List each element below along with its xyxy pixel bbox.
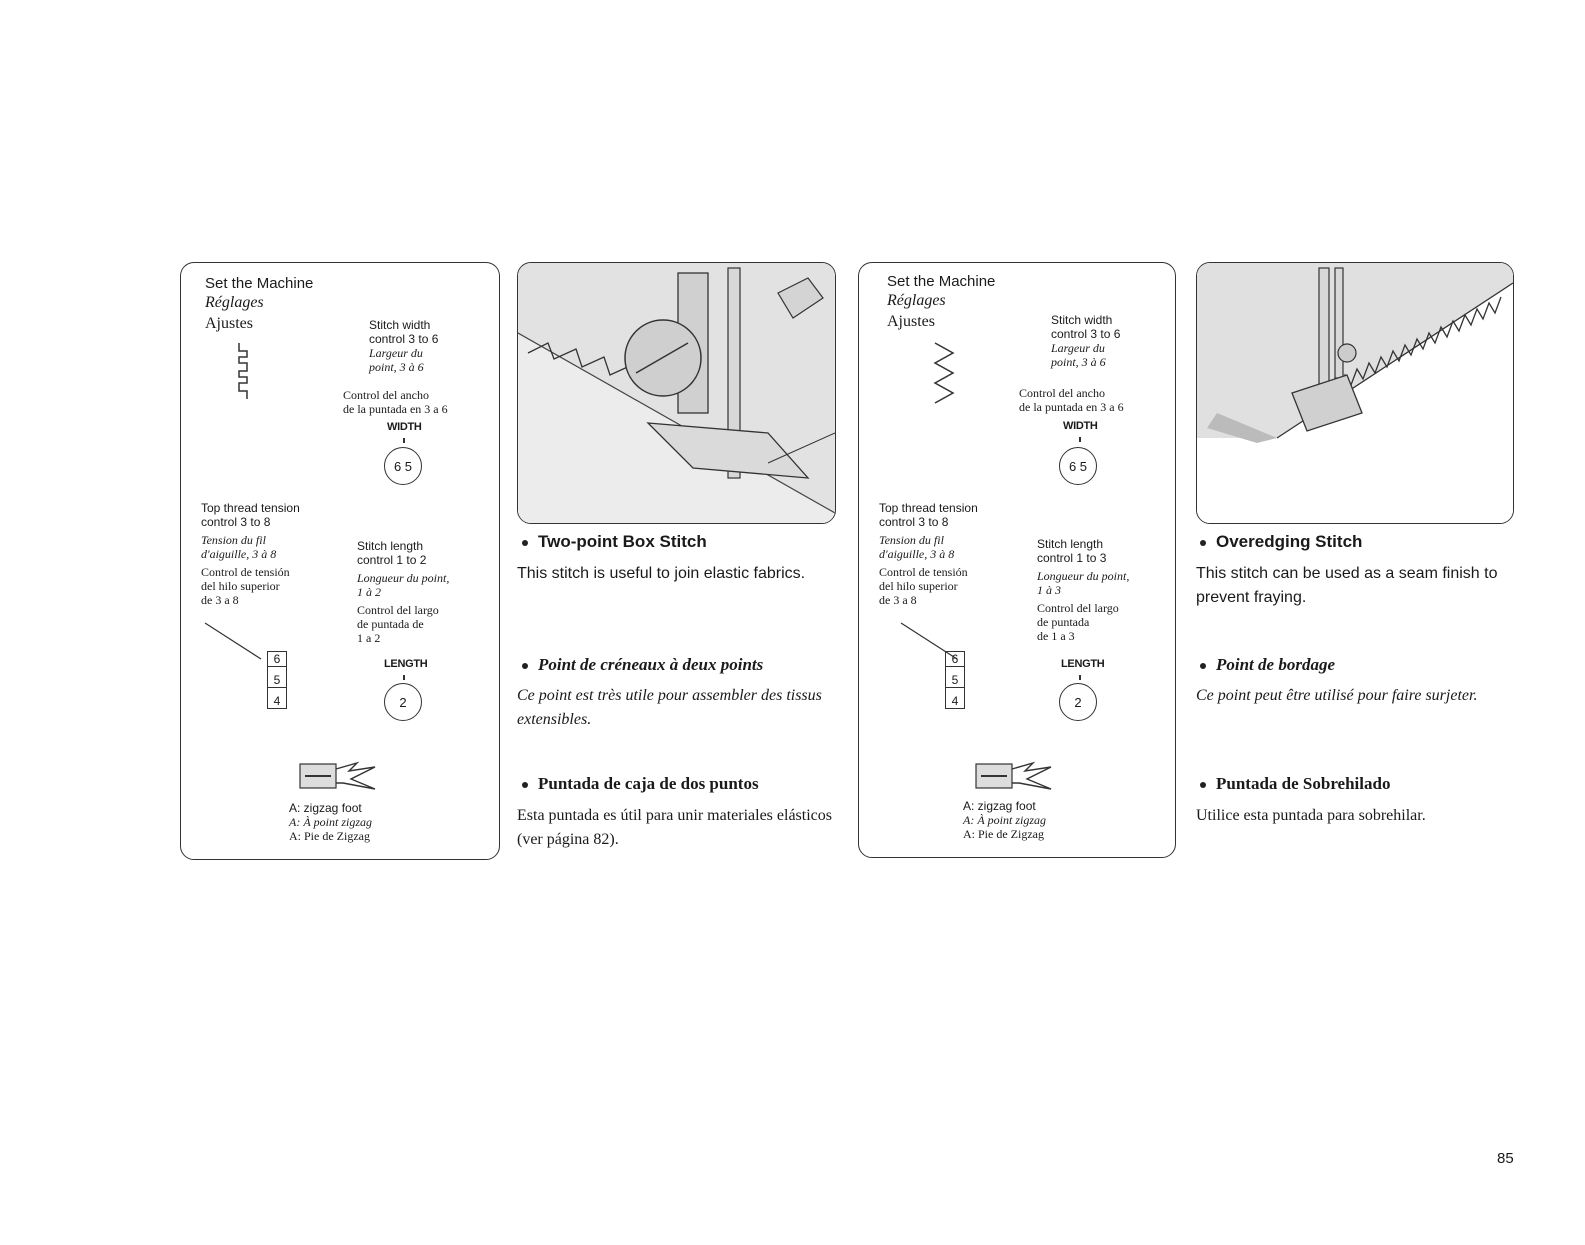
foot-en: A: zigzag foot <box>289 801 362 815</box>
length-en-1: Stitch length <box>1037 537 1104 551</box>
tension-value-5: 5 <box>268 673 286 688</box>
foot-en: A: zigzag foot <box>963 799 1036 813</box>
sewing-foot-illustration <box>518 263 835 523</box>
overedging-body-es: Utilice esta puntada para sobrehilar. <box>1196 807 1426 824</box>
settings-panel-box-stitch <box>180 262 500 860</box>
foot-fr: A: À point zigzag <box>963 813 1046 827</box>
box-stitch-illustration <box>517 262 836 524</box>
bullet-icon <box>1200 540 1206 546</box>
bullet-icon <box>1200 782 1206 788</box>
width-fr-1: Largeur du <box>1051 341 1105 355</box>
length-dial: 2 <box>384 683 422 721</box>
length-es-2: de puntada de <box>357 617 424 631</box>
tension-es-3: de 3 a 8 <box>879 593 917 607</box>
length-dial: 2 <box>1059 683 1097 721</box>
overedging-body-fr: Ce point peut être utilisé pour faire surjeter. <box>1196 687 1478 704</box>
length-fr-1: Longueur du point, <box>357 571 450 585</box>
tension-es-1: Control de tensión <box>201 565 290 579</box>
tension-value-4: 4 <box>273 694 281 708</box>
foot-es: A: Pie de Zigzag <box>289 829 370 843</box>
box-stitch-body-es: Esta puntada es útil para unir materiales elásticos (ver página 82). <box>517 807 832 848</box>
tension-fr-1: Tension du fil <box>879 533 944 547</box>
tension-en-1: Top thread tension <box>879 501 978 515</box>
tension-es-2: del hilo superior <box>879 579 958 593</box>
length-caption: LENGTH <box>1061 658 1105 670</box>
zigzag-foot-icon <box>975 761 1053 791</box>
sewing-foot-overedge-illustration <box>1197 263 1513 523</box>
tension-en-2: control 3 to 8 <box>201 515 271 529</box>
box-stitch-body-fr: Ce point est très utile pour assembler des tissus extensibles. <box>517 687 822 728</box>
tension-value-6: 6 <box>268 652 286 667</box>
bullet-icon <box>522 782 528 788</box>
box-stitch-heading-fr: Point de créneaux à deux points <box>522 655 763 675</box>
tension-fr-1: Tension du fil <box>201 533 266 547</box>
width-en-1: Stitch width <box>369 318 431 332</box>
tension-fr-2: d'aiguille, 3 à 8 <box>879 547 955 561</box>
overedging-heading-es: Puntada de Sobrehilado <box>1200 774 1390 794</box>
width-indicator-tick <box>1079 437 1081 442</box>
length-fr-2: 1 à 2 <box>357 585 381 599</box>
bullet-icon <box>522 663 528 669</box>
width-indicator-tick <box>403 438 405 443</box>
set-machine-fr: Réglages <box>205 294 264 311</box>
bullet-icon <box>522 540 528 546</box>
tension-value-5: 5 <box>946 673 964 688</box>
overedging-illustration <box>1196 262 1514 524</box>
tension-en-1: Top thread tension <box>201 501 300 515</box>
tension-es-2: del hilo superior <box>201 579 280 593</box>
length-caption: LENGTH <box>384 658 428 670</box>
set-machine-en: Set the Machine <box>205 275 314 292</box>
set-machine-es: Ajustes <box>205 315 253 332</box>
page-number: 85 <box>1497 1150 1514 1167</box>
box-stitch-heading-es: Puntada de caja de dos puntos <box>522 774 759 794</box>
tension-en-2: control 3 to 8 <box>879 515 949 529</box>
length-fr-1: Longueur du point, <box>1037 569 1130 583</box>
length-es-1: Control del largo <box>357 603 439 617</box>
tension-dial-strip <box>945 651 965 709</box>
overedging-body-en: This stitch can be used as a seam finish to prevent fraying. <box>1196 565 1498 606</box>
length-es-3: de 1 a 3 <box>1037 629 1075 643</box>
width-en-1: Stitch width <box>1051 313 1113 327</box>
length-es-3: 1 a 2 <box>357 631 381 645</box>
box-stitch-heading-en: Two-point Box Stitch <box>522 532 707 552</box>
settings-panel-overedging <box>858 262 1176 858</box>
length-es-1: Control del largo <box>1037 601 1119 615</box>
tension-dial-strip <box>267 651 287 709</box>
width-en-2: control 3 to 6 <box>369 332 439 346</box>
width-en-2: control 3 to 6 <box>1051 327 1121 341</box>
length-fr-2: 1 à 3 <box>1037 583 1061 597</box>
length-indicator-tick <box>1079 675 1081 680</box>
width-caption: WIDTH <box>1063 420 1098 432</box>
foot-fr: A: À point zigzag <box>289 815 372 829</box>
tension-es-1: Control de tensión <box>879 565 968 579</box>
width-es-1: Control del ancho <box>343 388 429 402</box>
foot-es: A: Pie de Zigzag <box>963 827 1044 841</box>
box-stitch-body-en: This stitch is useful to join elastic fabrics. <box>517 565 806 582</box>
box-stitch-pattern-icon <box>233 341 263 403</box>
length-en-2: control 1 to 2 <box>357 553 427 567</box>
tension-pointer-line <box>203 621 263 661</box>
zigzag-foot-icon <box>299 761 377 791</box>
set-machine-fr: Réglages <box>887 292 946 309</box>
overedging-pattern-icon <box>929 341 959 407</box>
length-es-2: de puntada <box>1037 615 1090 629</box>
width-dial: 6 5 <box>1059 447 1097 485</box>
length-en-1: Stitch length <box>357 539 424 553</box>
tension-value-4: 4 <box>951 694 959 708</box>
width-caption: WIDTH <box>387 421 422 433</box>
width-fr-1: Largeur du <box>369 346 423 360</box>
length-indicator-tick <box>403 675 405 680</box>
tension-fr-2: d'aiguille, 3 à 8 <box>201 547 277 561</box>
width-fr-2: point, 3 à 6 <box>1051 355 1106 369</box>
width-es-2: de la puntada en 3 a 6 <box>1019 400 1124 414</box>
length-en-2: control 1 to 3 <box>1037 551 1107 565</box>
width-es-1: Control del ancho <box>1019 386 1105 400</box>
width-fr-2: point, 3 à 6 <box>369 360 424 374</box>
bullet-icon <box>1200 663 1206 669</box>
width-dial: 6 5 <box>384 447 422 485</box>
overedging-heading-fr: Point de bordage <box>1200 655 1335 675</box>
set-machine-en: Set the Machine <box>887 273 996 290</box>
overedging-heading-en: Overedging Stitch <box>1200 532 1362 552</box>
width-es-2: de la puntada en 3 a 6 <box>343 402 448 416</box>
set-machine-es: Ajustes <box>887 313 935 330</box>
tension-value-6: 6 <box>946 652 964 667</box>
tension-es-3: de 3 a 8 <box>201 593 239 607</box>
